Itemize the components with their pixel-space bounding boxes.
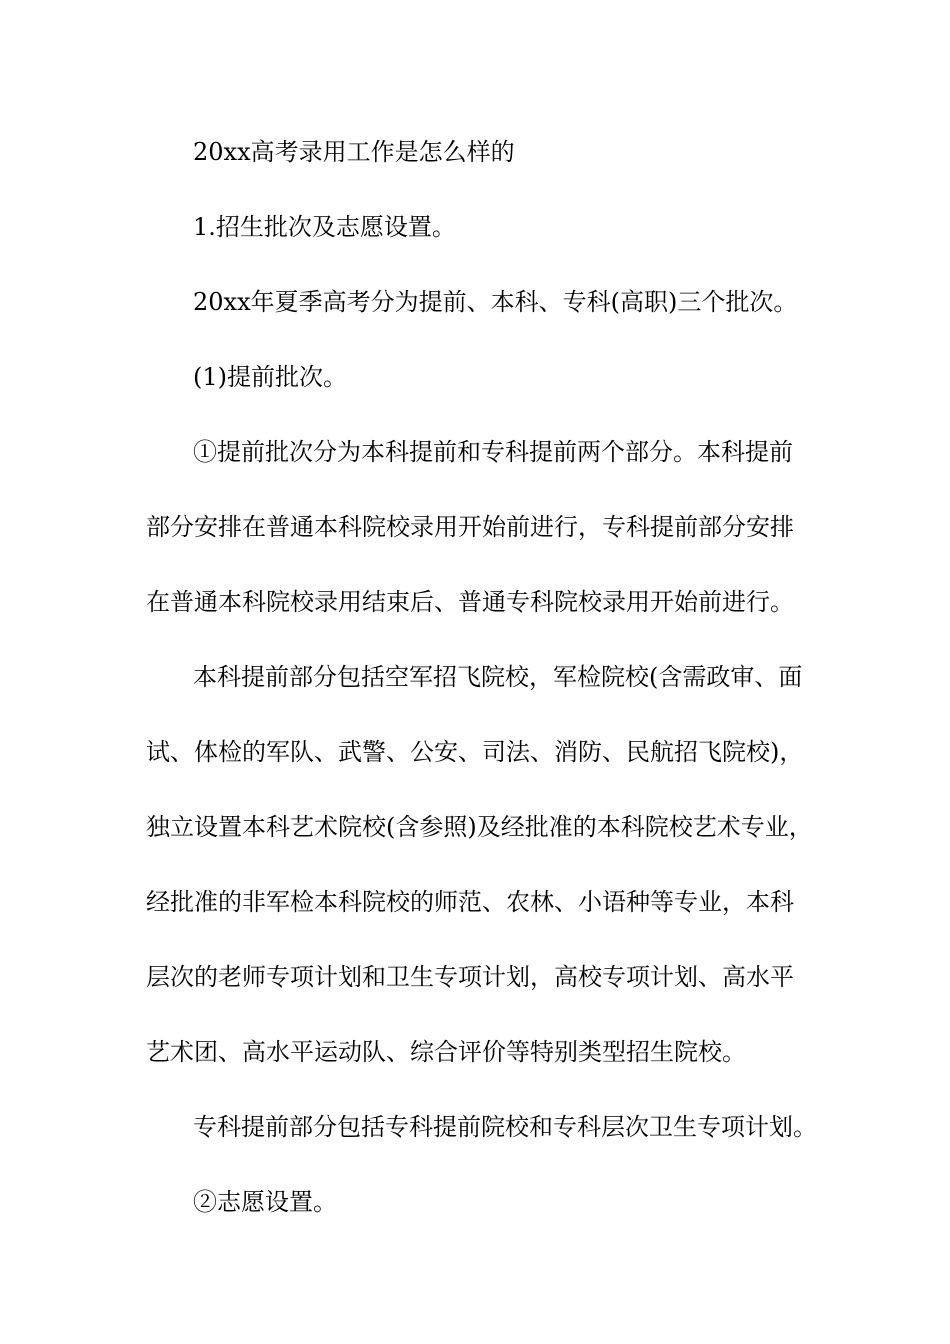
bachelor-line: 独立设置本科艺术院校(含参照)及经批准的本科院校艺术专业， bbox=[146, 813, 813, 841]
document-title: 20xx高考录用工作是怎么样的 bbox=[193, 138, 515, 166]
point1-line: 在普通本科院校录用结束后、普通专科院校录用开始前进行。 bbox=[146, 588, 794, 616]
bachelor-line: 经批准的非军检本科院校的师范、农林、小语种等专业，本科 bbox=[146, 888, 794, 916]
point1-line: 部分安排在普通本科院校录用开始前进行，专科提前部分安排 bbox=[146, 513, 794, 541]
vocational-paragraph: 专科提前部分包括专科提前院校和专科层次卫生专项计划。 bbox=[193, 1113, 817, 1141]
bachelor-line: 试、体检的军队、武警、公安、司法、消防、民航招飞院校)， bbox=[146, 738, 804, 766]
subsection-heading: (1)提前批次。 bbox=[193, 363, 347, 391]
bachelor-line: 层次的老师专项计划和卫生专项计划，高校专项计划、高水平 bbox=[146, 963, 794, 991]
bachelor-line: 本科提前部分包括空军招飞院校，军检院校(含需政审、面 bbox=[193, 663, 803, 691]
point2-heading: ②志愿设置。 bbox=[193, 1188, 337, 1216]
section-heading: 1.招生批次及志愿设置。 bbox=[193, 213, 456, 241]
batch-intro-paragraph: 20xx年夏季高考分为提前、本科、专科(高职)三个批次。 bbox=[193, 288, 798, 316]
bachelor-line: 艺术团、高水平运动队、综合评价等特别类型招生院校。 bbox=[146, 1038, 746, 1066]
point1-line: ①提前批次分为本科提前和专科提前两个部分。本科提前 bbox=[193, 438, 793, 466]
